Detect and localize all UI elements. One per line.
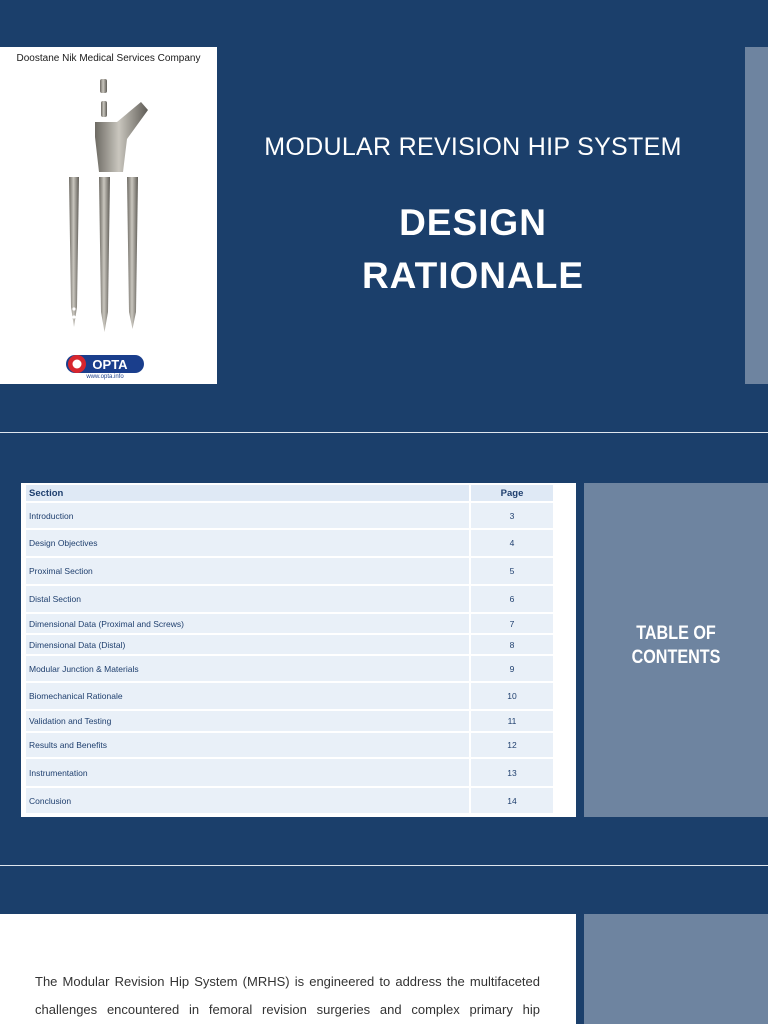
toc-row (26, 586, 553, 612)
toc-col-page: Page (469, 485, 553, 501)
toc-row (26, 558, 553, 584)
divider-1 (0, 432, 768, 433)
toc-row (26, 614, 553, 633)
toc-row (26, 711, 553, 731)
toc-page: 3 (469, 503, 553, 528)
cover-side-strip (745, 47, 768, 384)
toc-heading-line-1: TABLE OF (636, 623, 716, 644)
toc-header-row (26, 485, 553, 501)
toc-page: 4 (469, 530, 553, 556)
toc-section: Distal Section (26, 586, 469, 612)
toc-page: 8 (469, 635, 553, 654)
cover-image-card (0, 47, 217, 384)
toc-col-section: Section (26, 485, 469, 501)
opta-logo (66, 353, 144, 375)
company-name: Doostane Nik Medical Services Company (16, 53, 201, 64)
toc-page: 6 (469, 586, 553, 612)
toc-table (26, 483, 553, 815)
toc-row (26, 788, 553, 813)
toc-section: Conclusion (26, 788, 469, 813)
toc-section: Modular Junction & Materials (26, 656, 469, 681)
toc-heading-line-2: CONTENTS (631, 647, 721, 668)
toc-section: Dimensional Data (Distal) (26, 635, 469, 654)
toc-page: 9 (469, 656, 553, 681)
toc-heading (598, 622, 754, 670)
toc-page: 14 (469, 788, 553, 813)
toc-section: Validation and Testing (26, 711, 469, 731)
logo-url: www.opta.info (86, 374, 124, 380)
hip-implant-illustration (55, 77, 165, 337)
toc-row (26, 683, 553, 709)
intro-paragraph: The Modular Revision Hip System (MRHS) is engineered to address the multifaceted challenges encountered in femoral revision surgeries and complex primary hip (35, 974, 540, 1017)
document-title: MODULAR REVISION HIP SYSTEM (264, 133, 682, 161)
toc-page: 12 (469, 733, 553, 757)
toc-row (26, 733, 553, 757)
divider-2 (0, 865, 768, 866)
logo-text: OPTA (92, 357, 128, 372)
toc-section: Instrumentation (26, 759, 469, 786)
document-subtitle (217, 196, 729, 302)
toc-row (26, 635, 553, 654)
toc-page: 5 (469, 558, 553, 584)
toc-section: Introduction (26, 503, 469, 528)
toc-row (26, 530, 553, 556)
toc-page: 10 (469, 683, 553, 709)
toc-section: Dimensional Data (Proximal and Screws) (26, 614, 469, 633)
intro-side-panel (584, 914, 768, 1024)
toc-section: Results and Benefits (26, 733, 469, 757)
toc-page: 13 (469, 759, 553, 786)
toc-row (26, 503, 553, 528)
toc-page: 7 (469, 614, 553, 633)
toc-section: Design Objectives (26, 530, 469, 556)
toc-row (26, 656, 553, 681)
subtitle-line-2: RATIONALE (361, 255, 585, 296)
toc-panel (21, 483, 576, 817)
toc-section: Biomechanical Rationale (26, 683, 469, 709)
subtitle-line-1: DESIGN (399, 202, 547, 243)
toc-row (26, 759, 553, 786)
toc-page: 11 (469, 711, 553, 731)
toc-section: Proximal Section (26, 558, 469, 584)
